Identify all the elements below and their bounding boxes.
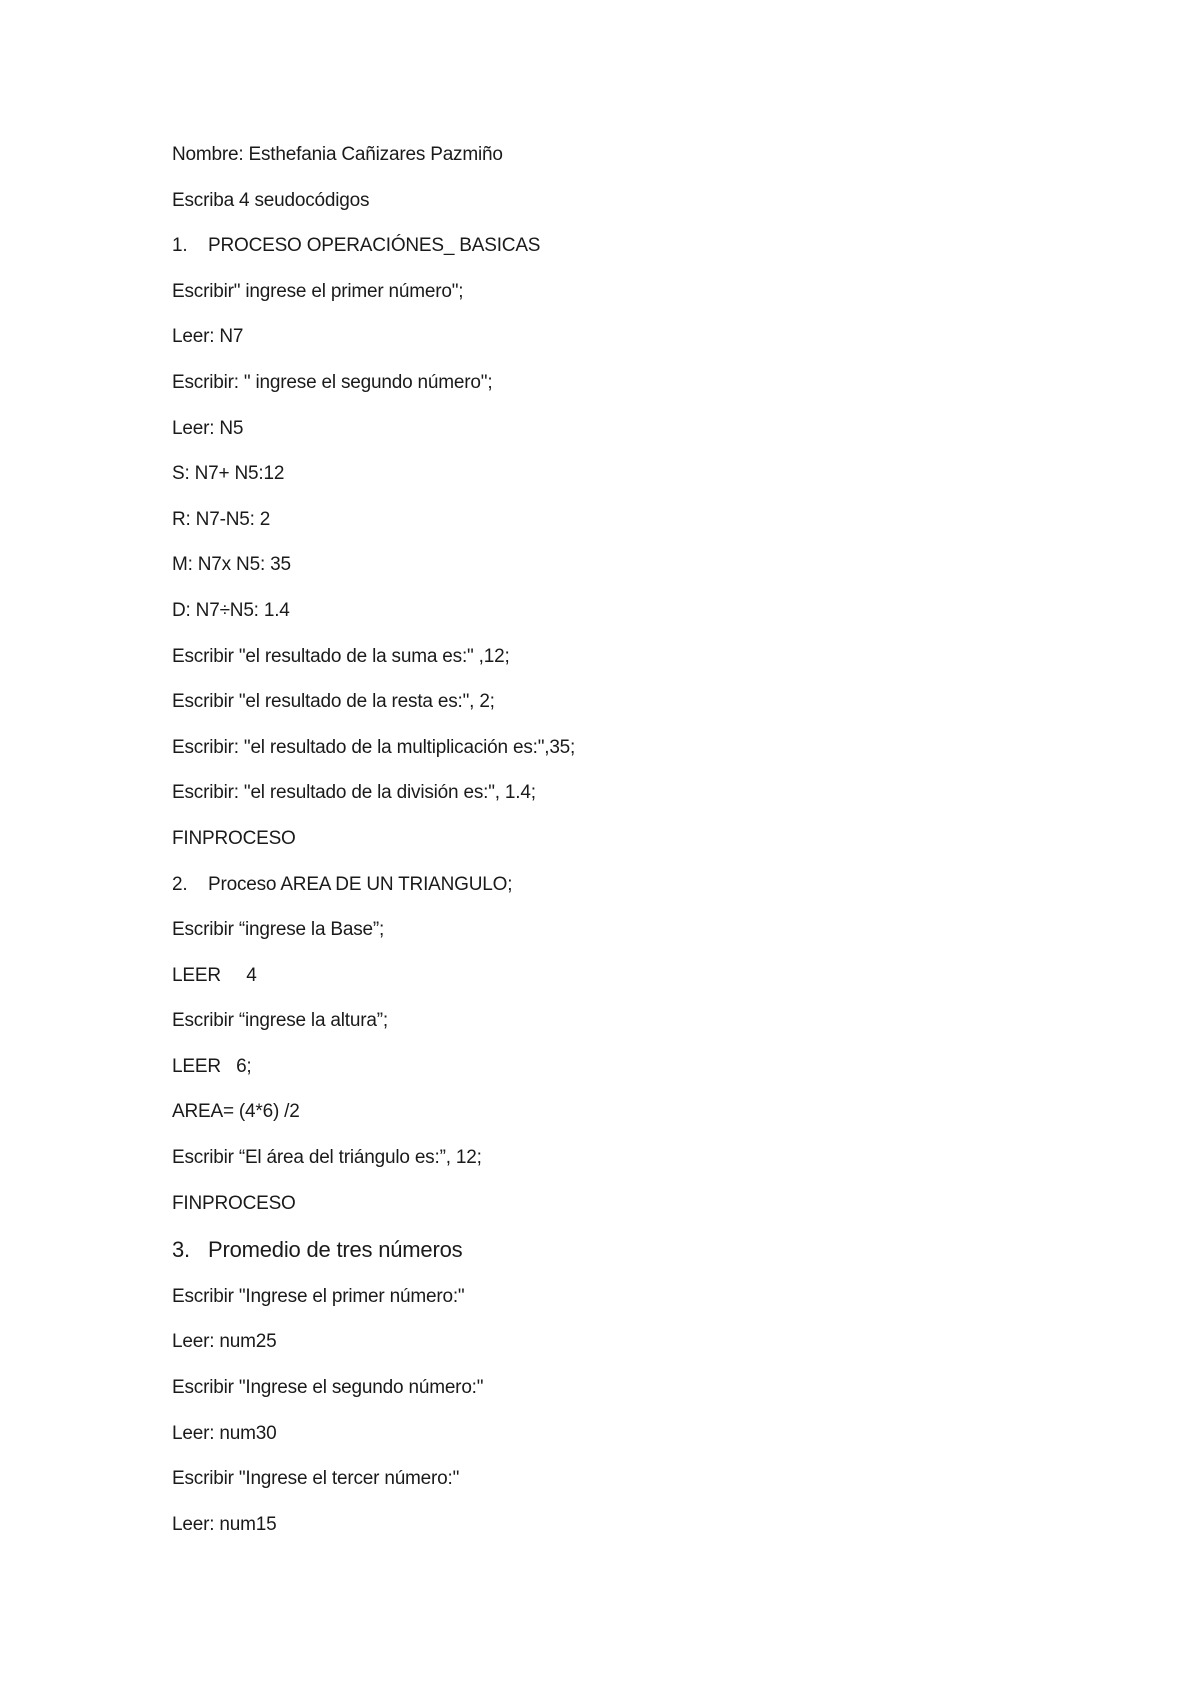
pseudocode-line: R: N7-N5: 2 [172,508,271,530]
pseudocode-line: Escribir "el resultado de la suma es:" ,12; [172,645,510,667]
pseudocode-line: S: N7+ N5:12 [172,463,285,485]
pseudocode-line: Escribir "Ingrese el segundo número:" [172,1377,484,1399]
section-1-title: PROCESO OPERACIÓNES_ BASICAS [208,235,541,257]
document-body [172,142,1072,1557]
pseudocode-line: FINPROCESO [172,827,296,849]
pseudocode-line: Escribir "Ingrese el primer número:" [172,1285,465,1307]
pseudocode-line: LEER 4 [172,964,257,986]
pseudocode-line: Leer: num25 [172,1331,277,1353]
section-2-title: Proceso AREA DE UN TRIANGULO; [208,873,513,895]
pseudocode-line: Escribir" ingrese el primer número"; [172,280,464,302]
pseudocode-line: M: N7x N5: 35 [172,554,291,576]
pseudocode-line: FINPROCESO [172,1192,296,1214]
section-3-heading [172,1236,1072,1264]
pseudocode-line: LEER 6; [172,1055,252,1077]
assignment-instruction: Escriba 4 seudocódigos [172,189,370,211]
pseudocode-line: Leer: num30 [172,1422,277,1444]
pseudocode-line: Leer: N5 [172,417,244,439]
author-name: Nombre: Esthefania Cañizares Pazmiño [172,144,503,165]
section-2-heading [172,872,1072,898]
section-2-number: 2. [172,873,188,895]
pseudocode-line: Leer: num15 [172,1513,277,1535]
pseudocode-line: Escribir "Ingrese el tercer número:" [172,1468,460,1490]
pseudocode-line: Leer: N7 [172,326,244,348]
pseudocode-line: Escribir: "el resultado de la división es:", 1.4; [172,782,536,804]
pseudocode-line: Escribir "el resultado de la resta es:", 2; [172,691,495,713]
pseudocode-line: Escribir “ingrese la Base”; [172,919,385,941]
section-1-heading [172,233,1072,259]
section-3-title: Promedio de tres números [208,1237,463,1263]
section-1-number: 1. [172,235,188,257]
pseudocode-line: Escribir: " ingrese el segundo número"; [172,371,493,393]
pseudocode-line: D: N7÷N5: 1.4 [172,599,290,621]
pseudocode-line: AREA= (4*6) /2 [172,1101,300,1123]
pseudocode-line: Escribir “El área del triángulo es:”, 12; [172,1147,482,1169]
section-3-number: 3. [172,1237,190,1263]
pseudocode-line: Escribir “ingrese la altura”; [172,1010,388,1032]
pseudocode-line: Escribir: "el resultado de la multiplicación es:",35; [172,736,576,758]
